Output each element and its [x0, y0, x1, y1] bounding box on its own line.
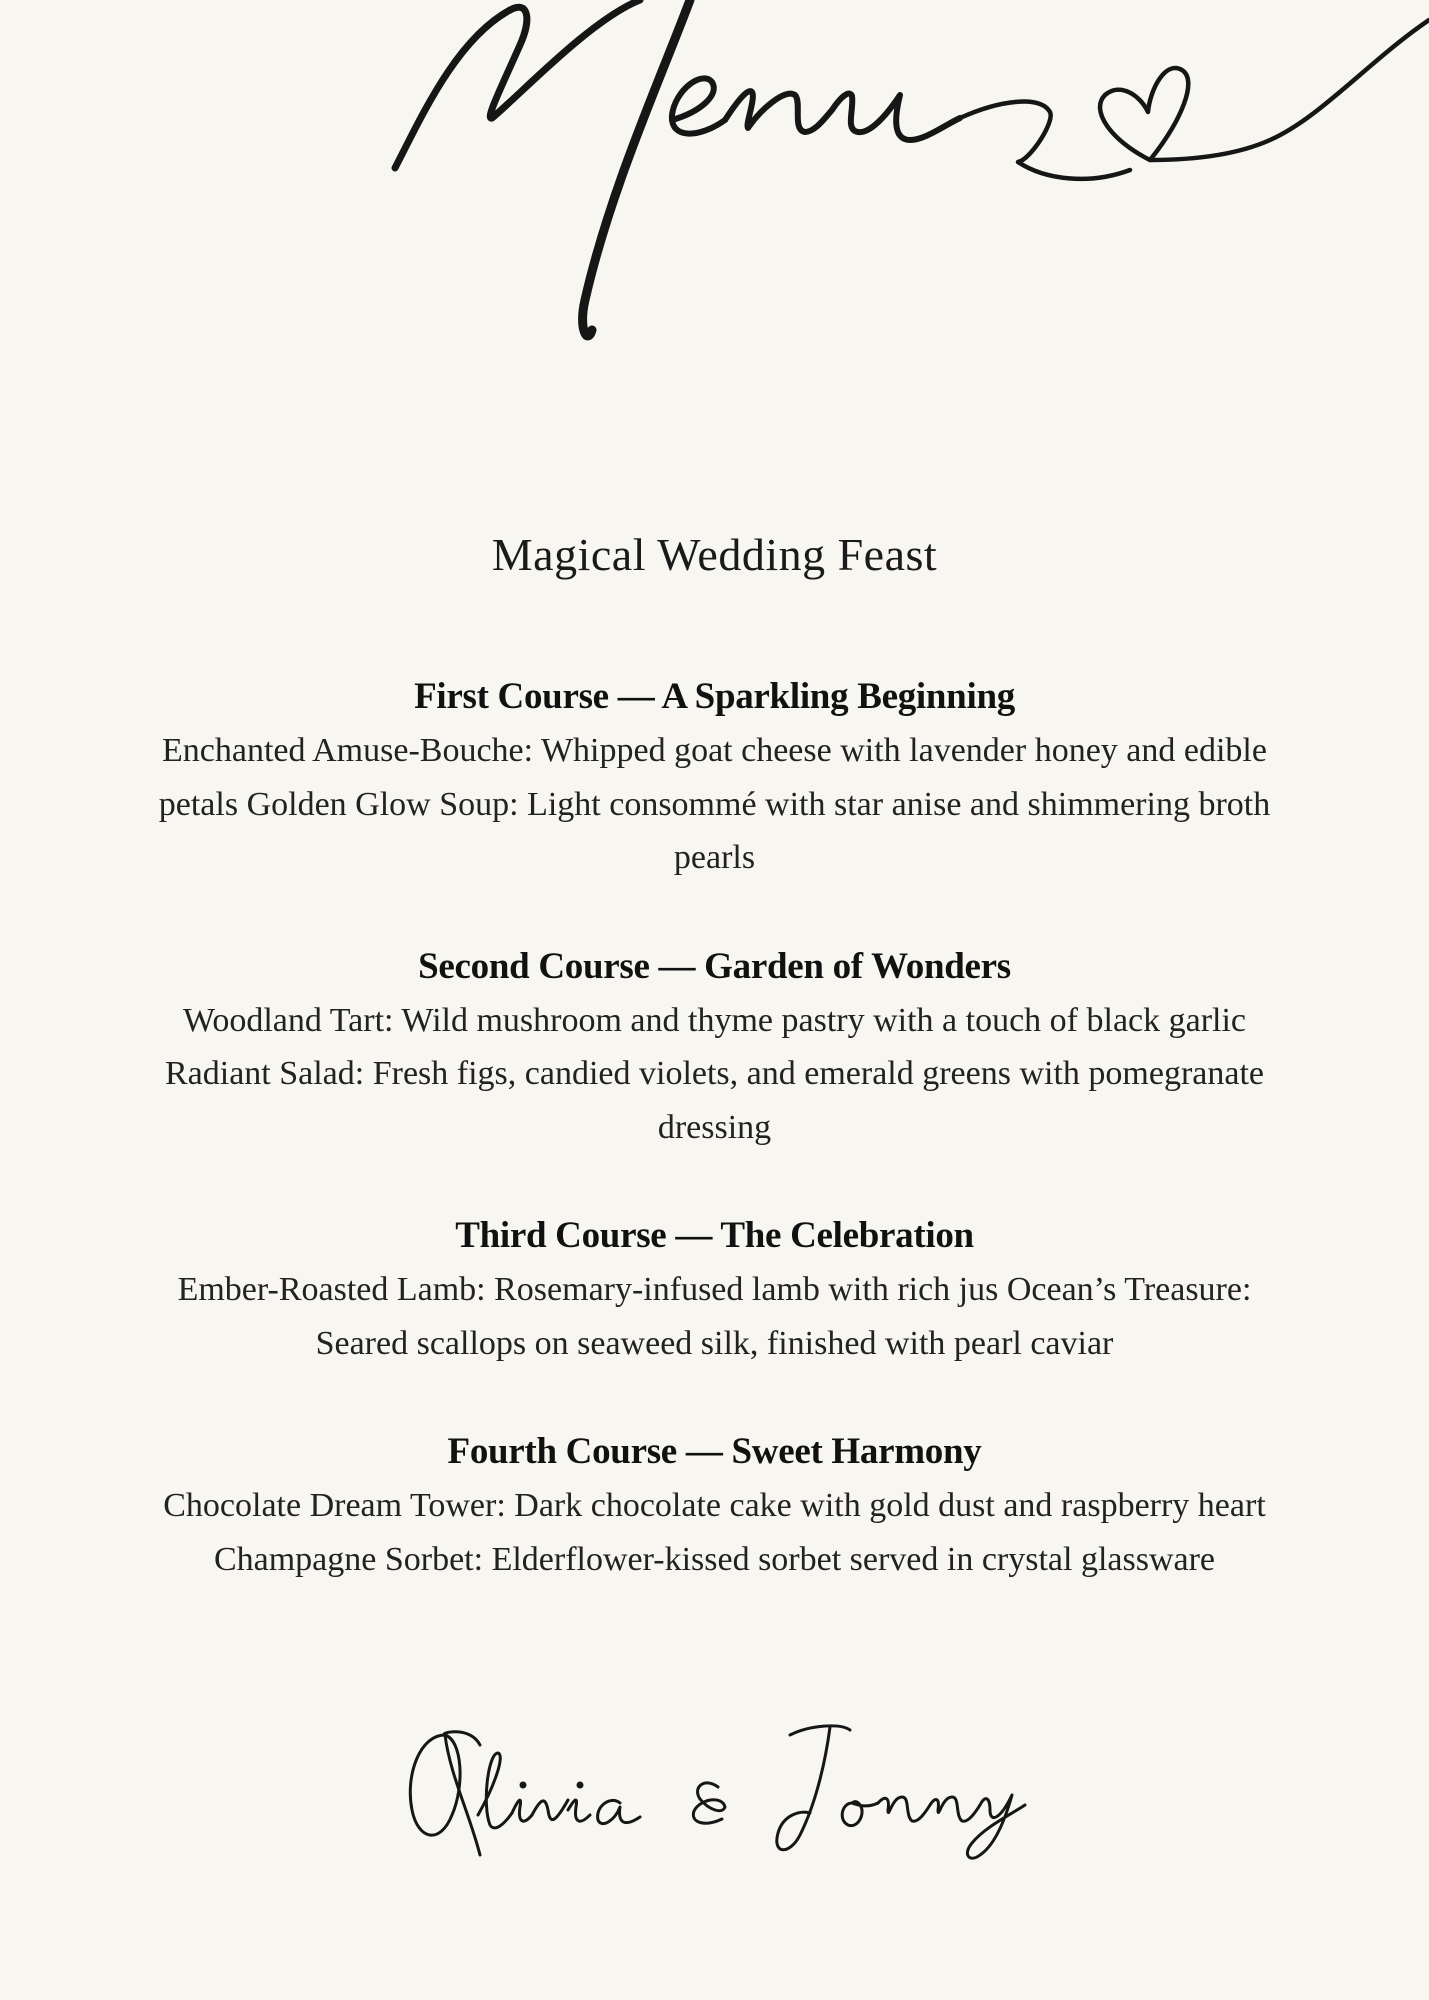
course-fourth — [140, 1427, 1289, 1586]
course-description: Ember-Roasted Lamb: Rosemary-infused lamb with rich jus Ocean’s Treasure: Seared scallops on seaweed silk, finished with pearl caviar — [177, 1271, 1252, 1362]
course-heading: Second Course — Garden of Wonders — [418, 945, 1011, 987]
course-first — [140, 672, 1289, 885]
course-description: Woodland Tart: Wild mushroom and thyme pastry with a touch of black garlic Radiant Salad: Fresh figs, candied violets, and emerald greens with pomegranate dressing — [164, 1001, 1264, 1146]
course-heading: Third Course — The Celebration — [455, 1215, 974, 1256]
couple-signature — [0, 1715, 1429, 1865]
course-description: Chocolate Dream Tower: Dark chocolate cake with gold dust and raspberry heart Champagne Sorbet: Elderflower-kissed sorbet served in crystal glassware — [163, 1487, 1266, 1578]
course-second — [140, 942, 1289, 1155]
course-heading: Fourth Course — Sweet Harmony — [447, 1431, 982, 1472]
menu-script-title — [0, 0, 1429, 360]
course-heading: First Course — A Sparkling Beginning — [414, 676, 1015, 717]
course-third — [140, 1211, 1289, 1370]
menu-subtitle: Magical Wedding Feast — [491, 529, 938, 580]
courses-list — [140, 672, 1289, 1586]
course-description: Enchanted Amuse-Bouche: Whipped goat cheese with lavender honey and edible petals Golden Glow Soup: Light consommé with star anise and shimmering broth pearls — [158, 732, 1271, 876]
